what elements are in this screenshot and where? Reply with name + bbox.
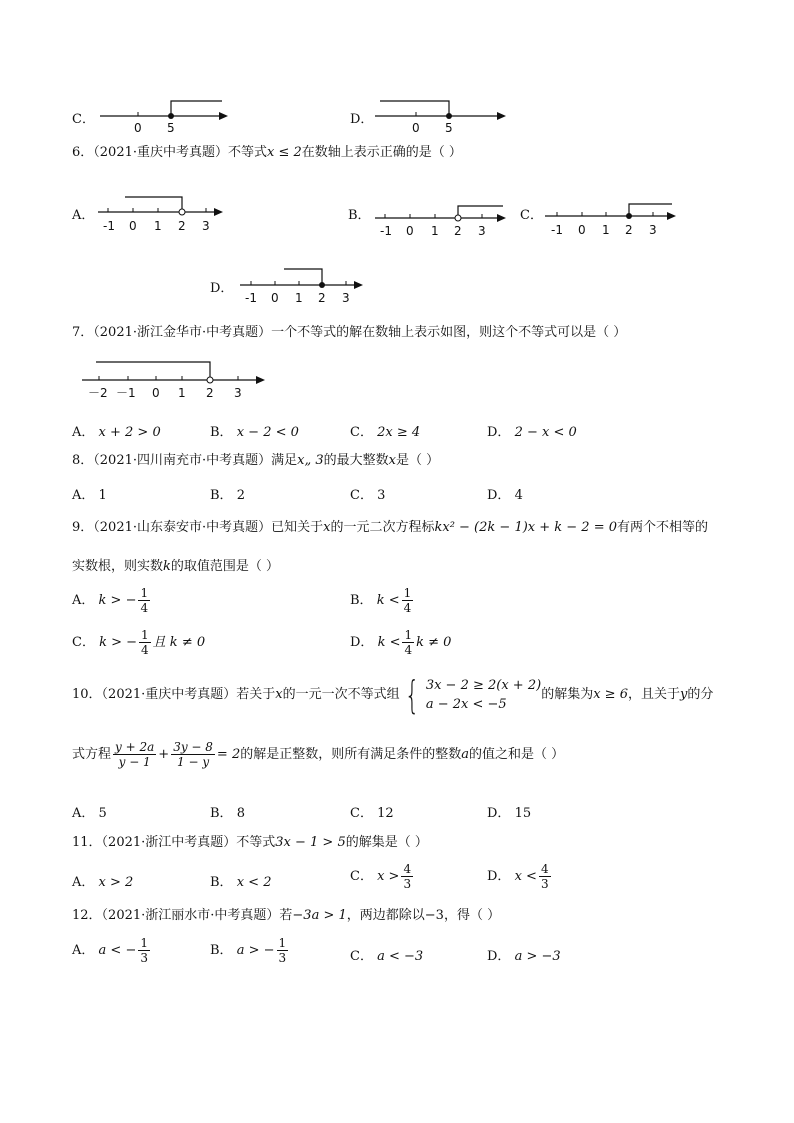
q6-a-tick: 1 xyxy=(154,219,162,233)
q6-a-tick: -1 xyxy=(103,219,115,233)
q12-option-a: A． a < − $\frac{1}{3}$ xyxy=(72,936,148,965)
q10-option-d: D． 15 xyxy=(487,806,532,821)
q9-option-a: A． k > − $\frac{1}{4}$ xyxy=(72,586,149,615)
q8-option-a: A． 1 xyxy=(72,488,107,503)
q9-option-d: D． k < $\frac{1}{4}$ k ≠ 0 xyxy=(350,628,452,657)
q6-c-number-line xyxy=(545,194,685,238)
q11-option-a: A． x > 2 xyxy=(72,875,134,890)
q6-d-number-line xyxy=(240,266,370,308)
q8-option-d: D． 4 xyxy=(487,488,523,503)
q8-option-c: C． 3 xyxy=(350,488,386,503)
q6-a-tick: 2 xyxy=(178,219,186,233)
q7-option-b: B． x − 2 < 0 xyxy=(210,425,299,440)
question-11: 11．（2021·浙江中考真题）不等式3x − 1 > 5的解集是（ ） xyxy=(72,835,428,850)
q7-tick: 3 xyxy=(234,386,242,400)
q11-option-c: C． x > $\frac{4}{3}$ xyxy=(350,862,412,891)
q6-b-tick: -1 xyxy=(380,224,392,238)
q6-option-c-letter: C． xyxy=(520,208,543,223)
question-8: 8．（2021·四川南充市·中考真题）满足x„ 3的最大整数x是（ ） xyxy=(72,453,440,468)
q6-math: x ≤ 2 xyxy=(267,145,302,160)
q6-b-tick: 1 xyxy=(431,224,439,238)
q11-option-d: D． x < $\frac{4}{3}$ xyxy=(487,862,549,891)
q6-option-a-letter: A． xyxy=(72,208,95,223)
q7-tick: －1 xyxy=(116,386,136,400)
q6-a-number-line xyxy=(98,194,228,236)
q10-option-a: A． 5 xyxy=(72,806,107,821)
q6-c-tick: 2 xyxy=(625,223,633,237)
q6-option-b-letter: B． xyxy=(348,208,371,223)
q6-d-tick: -1 xyxy=(245,291,257,305)
question-10-line1: 10．（2021·重庆中考真题）若关于 x 的一元一次不等式组 { 3x − 2 ≥ 2(x + 2) a − 2x < −5 的解集为 x ≥ 6 ，且关于 y 的分 xyxy=(72,673,714,717)
q7-tick: 2 xyxy=(206,386,214,400)
question-6 xyxy=(72,144,462,162)
q7-number-line xyxy=(82,356,272,398)
q5-d-number-line xyxy=(375,96,510,136)
q6-c-tick: 3 xyxy=(649,223,657,237)
q6-a-tick: 0 xyxy=(129,219,137,233)
q6-b-number-line xyxy=(375,196,515,238)
q6-b-tick: 0 xyxy=(406,224,414,238)
q5-option-c-letter: C． xyxy=(72,112,95,127)
q10-option-b: B． 8 xyxy=(210,806,245,821)
question-9-line2: 实数根，则实数k的取值范围是（ ） xyxy=(72,559,280,574)
question-9-line1: 9．（2021·山东泰安市·中考真题）已知关于x的一元二次方程标kx² − (2k − 1)x + k − 2 = 0有两个不相等的 xyxy=(72,520,709,535)
q5-d-tick-5: 5 xyxy=(445,121,453,135)
q6-d-tick: 1 xyxy=(295,291,303,305)
q7-tick: 1 xyxy=(178,386,186,400)
question-7: 7．（2021·浙江金华市·中考真题）一个不等式的解在数轴上表示如图，则这个不等式可以是（ ） xyxy=(72,325,627,340)
q5-c-number-line xyxy=(100,96,230,136)
q6-d-tick: 0 xyxy=(271,291,279,305)
q8-option-b: B． 2 xyxy=(210,488,245,503)
q6-c-tick: -1 xyxy=(551,223,563,237)
q10-option-c: C． 12 xyxy=(350,806,394,821)
q6-d-tick: 3 xyxy=(342,291,350,305)
q11-option-b: B． x < 2 xyxy=(210,875,272,890)
q7-tick: 0 xyxy=(152,386,160,400)
q6-option-d-letter: D． xyxy=(210,281,234,296)
question-12: 12．（2021·浙江丽水市·中考真题）若−3a > 1，两边都除以−3，得（ ） xyxy=(72,908,501,923)
q10-inequality-system: { 3x − 2 ≥ 2(x + 2) a − 2x < −5 xyxy=(404,673,542,717)
q6-suffix: 在数轴上表示正确的是（ ） xyxy=(301,145,462,160)
q5-option-d-letter: D． xyxy=(350,112,374,127)
question-10-line2: 式方程 $\frac{y + 2a}{y - 1}$ + $\frac{3y - 8}{1 - y}$ = 2 的解是正整数，则所有满足条件的整数 a 的值之和是（ ） xyxy=(72,740,565,769)
q12-option-d: D． a > −3 xyxy=(487,949,561,964)
q6-d-tick: 2 xyxy=(318,291,326,305)
q12-option-c: C． a < −3 xyxy=(350,949,424,964)
q7-tick: －2 xyxy=(88,386,108,400)
q9-option-c: C． k > − $\frac{1}{4}$ 且 k ≠ 0 xyxy=(72,628,206,657)
q5-c-tick-0: 0 xyxy=(134,121,142,135)
q6-c-tick: 0 xyxy=(578,223,586,237)
q5-d-tick-0: 0 xyxy=(412,121,420,135)
q9-option-b: B． k < $\frac{1}{4}$ xyxy=(350,586,412,615)
q6-b-tick: 2 xyxy=(454,224,462,238)
q12-option-b: B． a > − $\frac{1}{3}$ xyxy=(210,936,287,965)
q6-a-tick: 3 xyxy=(202,219,210,233)
q6-c-tick: 1 xyxy=(602,223,610,237)
q5-c-tick-5: 5 xyxy=(167,121,175,135)
q6-prefix: 6．（2021·重庆中考真题）不等式 xyxy=(72,145,267,160)
q7-option-a: A． x + 2 > 0 xyxy=(72,425,161,440)
q7-option-c: C． 2x ≥ 4 xyxy=(350,425,421,440)
q7-option-d: D． 2 − x < 0 xyxy=(487,425,577,440)
q6-b-tick: 3 xyxy=(478,224,486,238)
